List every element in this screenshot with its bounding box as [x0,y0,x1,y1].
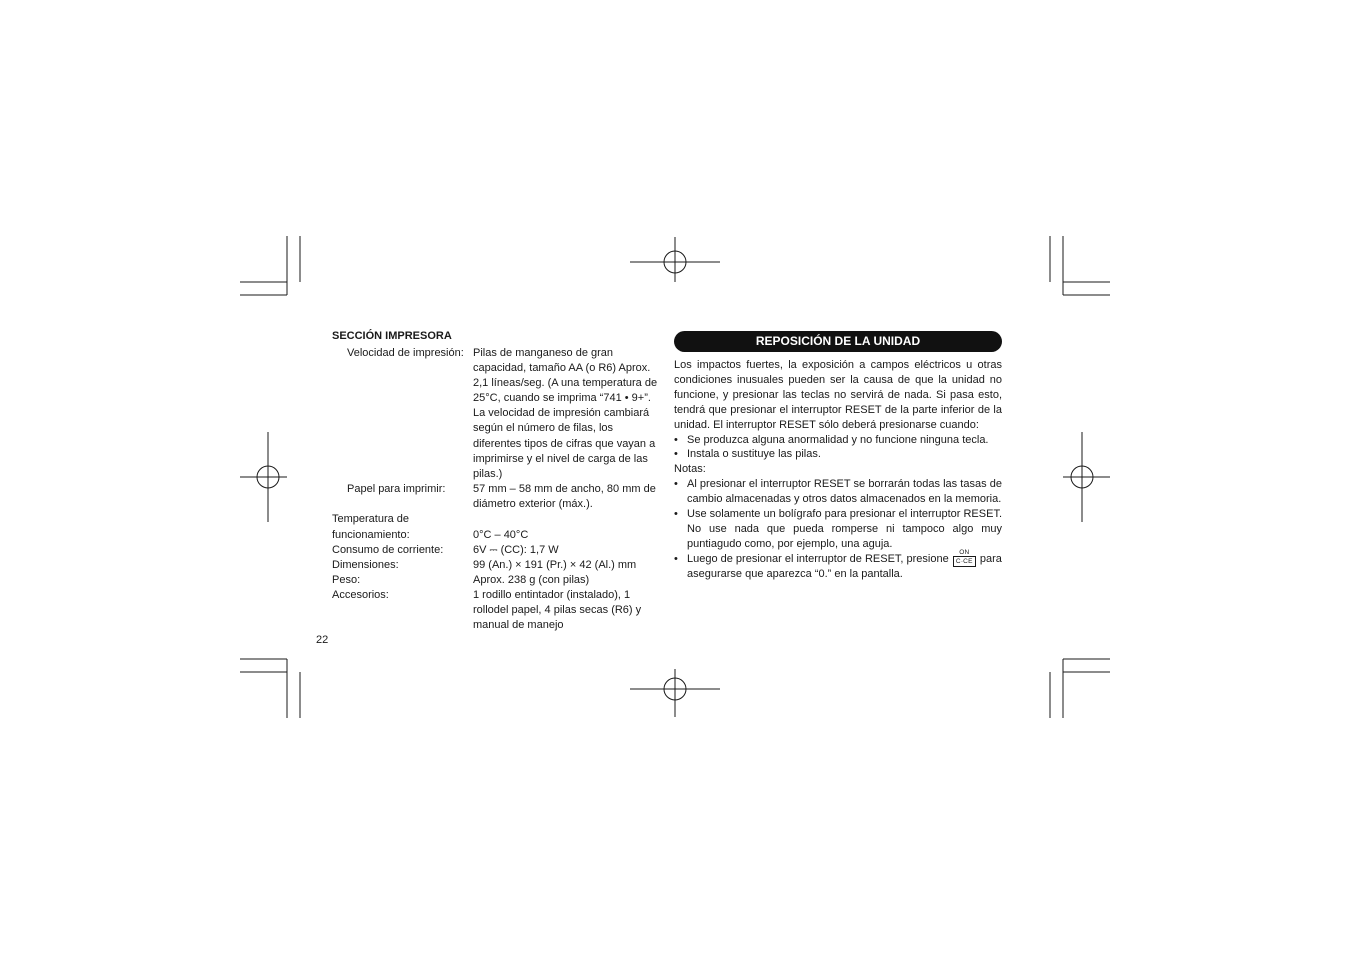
section-heading-printer: SECCIÓN IMPRESORA [332,330,452,342]
note-text: Luego de presionar el interruptor de RESET, presione [687,552,949,565]
temperature-label-line1: Temperatura de [332,513,410,525]
dimensions-label: Dimensiones: [332,559,399,571]
dc-symbol-icon: ⎓ [489,545,498,556]
reset-case-text: Se produzca alguna anormalidad y no funcione ninguna tecla. [687,433,989,446]
power-voltage: 6V [473,544,487,556]
accessories-label: Accesorios: [332,589,389,601]
print-speed-label: Velocidad de impresión: [347,347,464,359]
power-value [473,543,559,558]
list-item [674,477,1002,507]
note-text: Use solamente un bolígrafo para presionar el interruptor RESET. No use nada que pueda romperse ni tampoco algo muy puntiagudo como, por ejemplo, una aguja. [687,508,1002,550]
note-text: Al presionar el interruptor RESET se borrarán todas las tasas de cambio almacenadas y otros datos almacenados en la memoria. [687,478,1002,506]
print-speed-value: Pilas de manganeso de gran capacidad, tamaño AA (o R6) Aprox. 2,1 líneas/seg. (A una temperatura de 25°C, cuando se imprima “741 • 9+”. La velocidad de impresión cambiará según el número de filas, los diferentes tipos de cifras que vayan a imprimirse y el nivel de carga de las pilas.) [473,347,658,480]
reset-section-title: REPOSICIÓN DE LA UNIDAD [674,331,1002,352]
key-top-label: ON [959,548,970,556]
bullet: • [674,552,678,565]
paper-label: Papel para imprimir: [347,483,446,495]
reset-body [674,358,1002,582]
on-cce-key-icon [953,548,976,567]
temperature-label-line2: funcionamiento: [332,529,410,541]
bullet: • [674,448,678,461]
list-item [674,507,1002,552]
power-label: Consumo de corriente: [332,544,444,556]
page-number: 22 [316,634,329,646]
key-label: C·CE [955,557,973,565]
list-item [674,433,1002,448]
bullet: • [674,478,678,491]
reset-intro: Los impactos fuertes, la exposición a campos eléctricos u otras condiciones inusuales pueden ser la causa de que la unidad no funcione, y presionar las teclas no servirá de nada. Si pasa esto, tendrá que presionar el interruptor RESET de la parte inferior de la unidad. El interruptor RESET sólo deberá presionarse cuando: [674,359,1002,431]
weight-value: Aprox. 238 g (con pilas) [473,574,590,586]
list-item [674,447,1002,462]
paper-value: 57 mm – 58 mm de ancho, 80 mm de diámetro exterior (máx.). [473,483,656,511]
bullet: • [674,508,678,521]
temperature-value: 0°C – 40°C [473,529,529,541]
accessories-value: 1 rodillo entintador (instalado), 1 rollodel papel, 4 pilas secas (R6) y manual de manejo [473,589,642,632]
reset-case-text: Instala o sustituye las pilas. [687,448,821,461]
dimensions-value: 99 (An.) × 191 (Pr.) × 42 (Al.) mm [473,559,637,571]
notes-label: Notas: [674,463,706,476]
list-item [674,548,1002,582]
weight-label: Peso: [332,574,361,586]
bullet: • [674,433,678,446]
note-text: para asegurarse que aparezca “0.” en la pantalla. [687,552,1002,580]
power-consumption: (CC): 1,7 W [500,544,559,556]
